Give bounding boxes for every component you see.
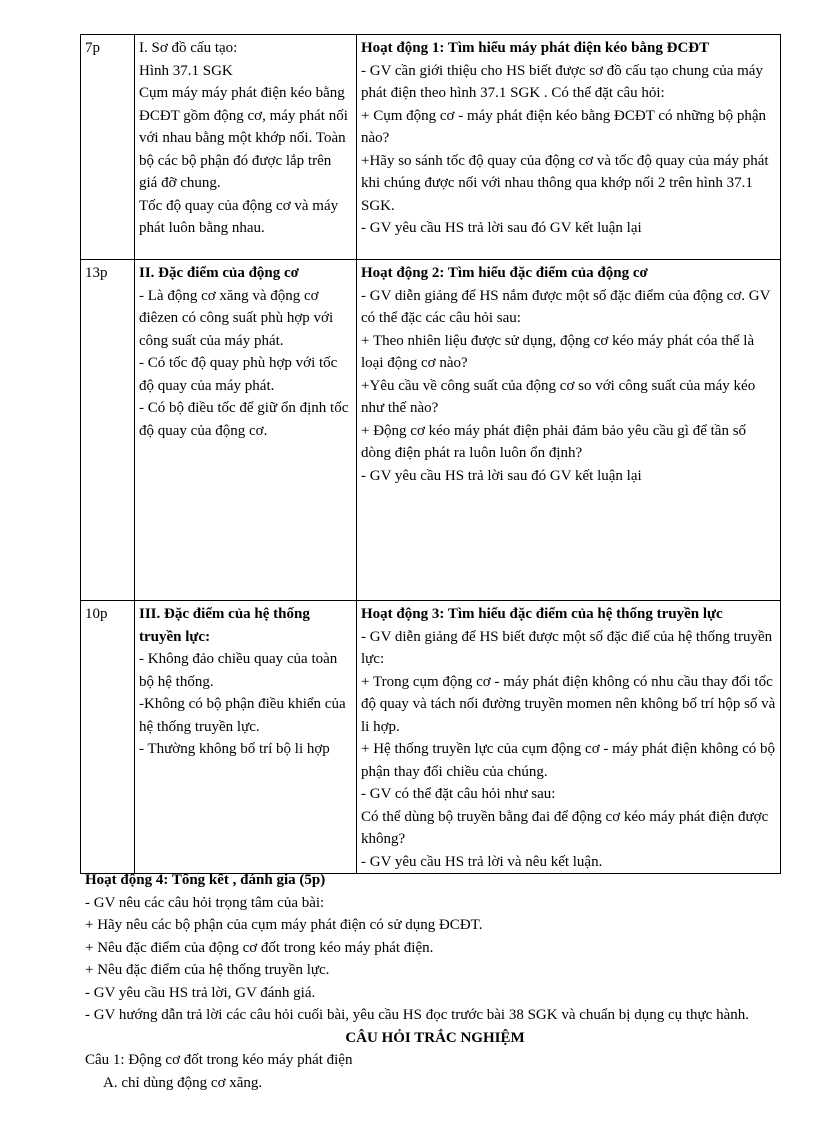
activity-line: + Hệ thống truyền lực của cụm động cơ - máy phát điện không có bộ phận thay đổi chiều của chúng. [361,741,776,780]
table-row [81,260,781,601]
summary-line: + Nêu đặc điểm của động cơ đốt trong kéo máy phát điện. [85,939,434,956]
activity-line: +Hãy so sánh tốc độ quay của động cơ và tốc độ quay của máy phát khi chúng được nối với nhau thông qua khớp nối 2 trên hình 37.1 SGK. [361,152,769,214]
table-row [81,35,781,260]
summary-line: + Nêu đặc điểm của hệ thống truyền lực. [85,962,330,978]
activity-heading: Hoạt động 2: Tìm hiểu đặc điểm của động cơ [361,265,648,281]
time-cell [81,601,135,874]
activity-line: + Cụm động cơ - máy phát điện kéo bằng ĐCĐT có những bộ phận nào? [361,107,767,146]
quiz-question: Câu 1: Động cơ đốt trong kéo máy phát điện [85,1052,353,1068]
content-cell [135,601,357,874]
time-label: 13p [85,265,108,281]
activity-heading: Hoạt động 1: Tìm hiểu máy phát điện kéo bằng ĐCĐT [361,40,710,56]
section-heading: II. Đặc điểm của động cơ [139,265,299,281]
activity-line: - GV yêu cầu HS trả lời sau đó GV kết luận lại [361,220,642,236]
activity-line: +Yêu cầu về công suất của động cơ so với công suất của máy kéo như thế nào? [361,377,756,416]
activity-line: - GV yêu cầu HS trả lời và nêu kết luận. [361,853,603,870]
time-label: 7p [85,40,100,56]
summary-section [85,869,785,1094]
content-line: Tốc độ quay của động cơ và máy phát luôn bằng nhau. [139,197,339,236]
activity-line: + Động cơ kéo máy phát điện phải đảm bảo yêu cầu gì để tần số dòng điện phát ra luôn luôn ổn định? [361,422,747,461]
activity-line: + Trong cụm động cơ - máy phát điện không có nhu cầu thay đổi tốc độ quay và tách nối đường truyền momen nên không bố trí hộp số và li hợp. [361,673,776,735]
content-line: -Không có bộ phận điều khiển của hệ thống truyền lực. [139,696,346,735]
time-cell [81,260,135,601]
content-line: - Thường không bố trí bộ li hợp [139,741,330,757]
table-row [81,601,781,874]
content-line: - Là động cơ xăng và động cơ điêzen có công suất phù hợp với công suất của máy phát. [139,287,334,349]
section-heading: III. Đặc điểm của hệ thống truyền lực: [139,606,310,645]
activity-line: - GV diễn giảng để HS biết được một số đặc điể của hệ thống truyền lực: [361,628,773,667]
summary-heading: Hoạt động 4: Tổng kết , đánh gia (5p) [85,872,326,888]
activity-cell [357,601,781,874]
summary-line: - GV hướng dẫn trả lời các câu hỏi cuối bài, yêu cầu HS đọc trước bài 38 SGK và chuẩn bị dụng cụ thực hành. [85,1007,749,1023]
activity-line: + Theo nhiên liệu được sử dụng, động cơ kéo máy phát cóa thể là loại động cơ nào? [361,332,755,371]
activity-heading: Hoạt động 3: Tìm hiểu đặc điểm của hệ thống truyền lực [361,606,723,622]
summary-line: - GV nêu các câu hỏi trọng tâm của bài: [85,894,325,911]
activity-line: Có thể dùng bộ truyền bằng đai để động cơ kéo máy phát điện được không? [361,808,769,847]
content-line: - Không đảo chiều quay của toàn bộ hệ thống. [139,651,338,690]
content-line: Hình 37.1 SGK [139,62,233,79]
content-line: Cụm máy máy phát điện kéo bằng ĐCĐT gồm động cơ, máy phát nối với nhau bằng một khớp nối. Toàn bộ các bộ phận đó được lắp trên giá đỡ chung. [139,85,348,191]
time-label: 10p [85,606,108,622]
activity-line: - GV cần giới thiệu cho HS biết được sơ đồ cấu tạo chung của máy phát điện theo hình 37.1 SGK . Có thể đặt câu hỏi: [361,62,763,101]
activity-line: - GV diễn giảng để HS nắm được một số đặc điểm của động cơ. GV có thể đặc các câu hỏi sau: [361,287,771,326]
lesson-plan-table [80,34,781,874]
quiz-title: CÂU HỎI TRẮC NGHIỆM [345,1029,525,1046]
section-heading: I. Sơ đồ cấu tạo: [139,40,238,56]
summary-line: + Hãy nêu các bộ phận của cụm máy phát điện có sử dụng ĐCĐT. [85,917,483,933]
time-cell [81,35,135,260]
content-line: - Có bộ điều tốc để giữ ổn định tốc độ quay của động cơ. [139,400,349,439]
summary-line: - GV yêu cầu HS trả lời, GV đánh giá. [85,984,316,1001]
content-cell [135,35,357,260]
activity-line: - GV có thể đặt câu hỏi như sau: [361,786,556,802]
content-cell [135,260,357,601]
activity-cell [357,260,781,601]
activity-line: - GV yêu cầu HS trả lời sau đó GV kết luận lại [361,467,642,484]
quiz-option: A. chỉ dùng động cơ xăng. [103,1074,263,1091]
content-line: - Có tốc độ quay phù hợp với tốc độ quay của máy phát. [139,355,338,394]
activity-cell [357,35,781,260]
